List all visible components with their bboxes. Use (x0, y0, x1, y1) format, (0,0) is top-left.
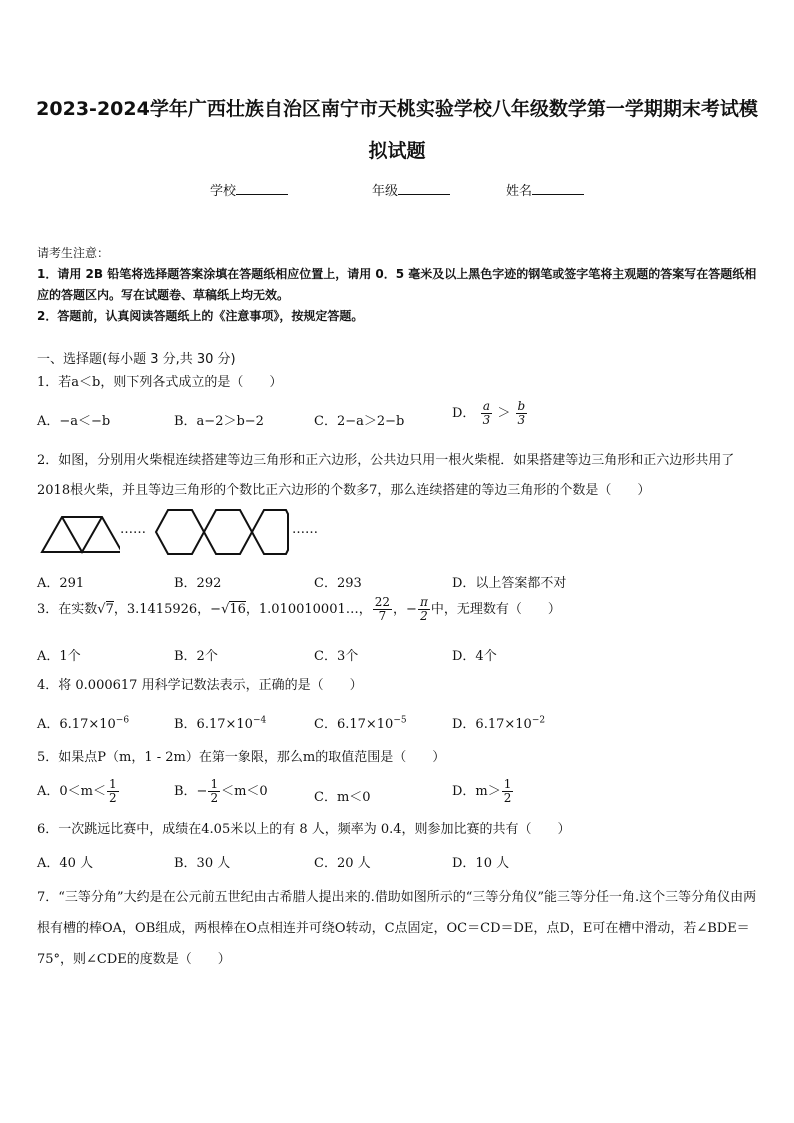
question-2-stem: 2．如图，分别用火柴棍连续搭建等边三角形和正六边形，公共边只用一根火柴棍．如果搭建等边三角形和正六边形共用了2018根火柴，并且等边三角形的个数比正六边形的个数多7，那么连续搭建的等边三角形的个数是（ ） (37, 453, 735, 498)
name-blank[interactable] (532, 182, 584, 195)
notes-block (37, 243, 759, 327)
name-field (506, 180, 584, 199)
q3-frac-pi-2: $\frac{\pi}{2}$ (419, 595, 428, 623)
q3-mid2: ，1.010010001…， (245, 602, 372, 617)
q6-option-a[interactable]: A．40 人 (37, 856, 94, 871)
triangles-figure (40, 510, 120, 555)
q3-option-a[interactable]: A．1个 (37, 649, 81, 664)
triangles-dots: …… (120, 522, 146, 537)
q5-option-b[interactable]: B．− $\frac{1}{2}$ ＜m＜0 (174, 777, 268, 805)
hexagons-figure (152, 504, 292, 560)
question-5-stem: 5．如果点P（m，1 - 2m）在第一象限，那么m的取值范围是（ ） (37, 750, 446, 765)
notes-item-2: 2．答题前，认真阅读答题纸上的《注意事项》，按规定答题。 (37, 309, 364, 323)
section-heading: 一、选择题(每小题 3 分,共 30 分) (37, 352, 236, 367)
school-label: 学校 (210, 184, 237, 199)
grade-field (372, 180, 450, 199)
q3-option-c[interactable]: C．3个 (314, 649, 359, 664)
q6-option-d[interactable]: D．10 人 (452, 856, 510, 871)
q3-mid3: ，− (393, 602, 417, 617)
sqrt-icon: √ (97, 602, 106, 617)
q1-frac-a: $\frac{a}{3}$ (482, 399, 491, 427)
q4-option-d[interactable]: D．$6.17\times 10^{-2}$ (452, 715, 546, 732)
hexagon-2 (204, 510, 252, 554)
q2-option-b[interactable]: B．292 (174, 576, 222, 591)
q1-option-d-prefix: D． (452, 406, 476, 421)
school-blank[interactable] (236, 182, 288, 195)
q2-option-d[interactable]: D．以上答案都不对 (452, 576, 567, 591)
q4-option-c[interactable]: C．$6.17\times 10^{-5}$ (314, 715, 407, 732)
question-1-options (37, 399, 765, 434)
q1-frac-b: $\frac{b}{3}$ (517, 399, 526, 427)
question-4-stem: 4．将 0.000617 用科学记数法表示，正确的是（ ） (37, 678, 363, 693)
notes-item-1: 1．请用 2B 铅笔将选择题答案涂填在答题纸相应位置上，请用 0．5 毫米及以上黑色字迹的钢笔或签字笔将主观题的答案写在答题纸相应的答题区内。写在试题卷、草稿纸上均无效。 (37, 267, 757, 302)
grade-blank[interactable] (398, 182, 450, 195)
question-3-stem (37, 596, 765, 623)
question-6-stem: 6．一次跳远比赛中，成绩在4.05米以上的有 8 人，频率为 0.4，则参加比赛的共有（ ） (37, 822, 571, 837)
q3-prefix: 3．在实数 (37, 602, 98, 617)
sqrt-icon: √ (221, 602, 230, 617)
q3-mid: ，3.1415926，− (113, 602, 222, 617)
question-5-options (37, 778, 765, 818)
q6-option-b[interactable]: B．30 人 (174, 856, 231, 871)
q5-option-a[interactable]: A．0＜m＜ $\frac{1}{2}$ (37, 777, 117, 805)
question-6-options (37, 852, 765, 876)
exam-title (20, 88, 774, 172)
q1-option-a[interactable]: A．−a＜−b (37, 414, 111, 429)
q1-option-c[interactable]: C．2−a＞2−b (314, 414, 405, 429)
q3-sqrt16: 16 (229, 602, 246, 617)
name-label: 姓名 (506, 184, 533, 199)
question-3-options (37, 645, 765, 669)
title-line-2: 拟试题 (368, 140, 426, 162)
q1-option-d[interactable] (452, 400, 528, 427)
q3-option-b[interactable]: B．2个 (174, 649, 218, 664)
q2-option-c[interactable]: C．293 (314, 576, 362, 591)
triangle-strip-inner (62, 517, 102, 552)
q4-option-a[interactable]: A．$6.17\times 10^{-6}$ (37, 715, 130, 732)
question-1-stem: 1．若a＜b，则下列各式成立的是（ ） (37, 375, 283, 390)
q3-sqrt7: 7 (105, 602, 114, 617)
title-line-1: 2023-2024学年广西壮族自治区南宁市天桃实验学校八年级数学第一学期期末考试模 (36, 98, 758, 120)
q1-option-b[interactable]: B．a−2＞b−2 (174, 414, 264, 429)
question-2-options (37, 572, 765, 596)
q1-option-d-op: ＞ (497, 406, 511, 421)
q2-option-a[interactable]: A．291 (37, 576, 85, 591)
question-4-options (37, 713, 765, 737)
notes-heading: 请考生注意： (37, 246, 110, 260)
q3-frac-22-7: $\frac{22}{7}$ (374, 595, 391, 623)
triangle-strip-outline (42, 517, 120, 552)
q5-option-c[interactable]: C．m＜0 (314, 790, 371, 805)
hexagon-1 (156, 510, 204, 554)
q3-option-d[interactable]: D．4个 (452, 649, 497, 664)
q4-option-b[interactable]: B．$6.17\times 10^{-4}$ (174, 715, 267, 732)
q5-option-d[interactable]: D．m＞ $\frac{1}{2}$ (452, 777, 512, 805)
q6-option-c[interactable]: C．20 人 (314, 856, 371, 871)
hexagon-3 (252, 510, 288, 554)
question-7-stem: 7．“三等分角”大约是在公元前五世纪由古希腊人提出来的.借助如图所示的“三等分角仪”能三等分任一角.这个三等分角仪由两根有槽的棒OA，OB组成，两根棒在O点相连并可绕O转动，C点固定，OC＝CD＝DE，点D，E可在槽中滑动，若∠BDE＝75°，则∠CDE的度数是（ ） (37, 890, 757, 967)
q3-end: 中，无理数有（ ） (430, 602, 561, 617)
school-field (210, 180, 288, 199)
hexagons-dots: …… (292, 522, 318, 537)
grade-label: 年级 (372, 184, 399, 199)
